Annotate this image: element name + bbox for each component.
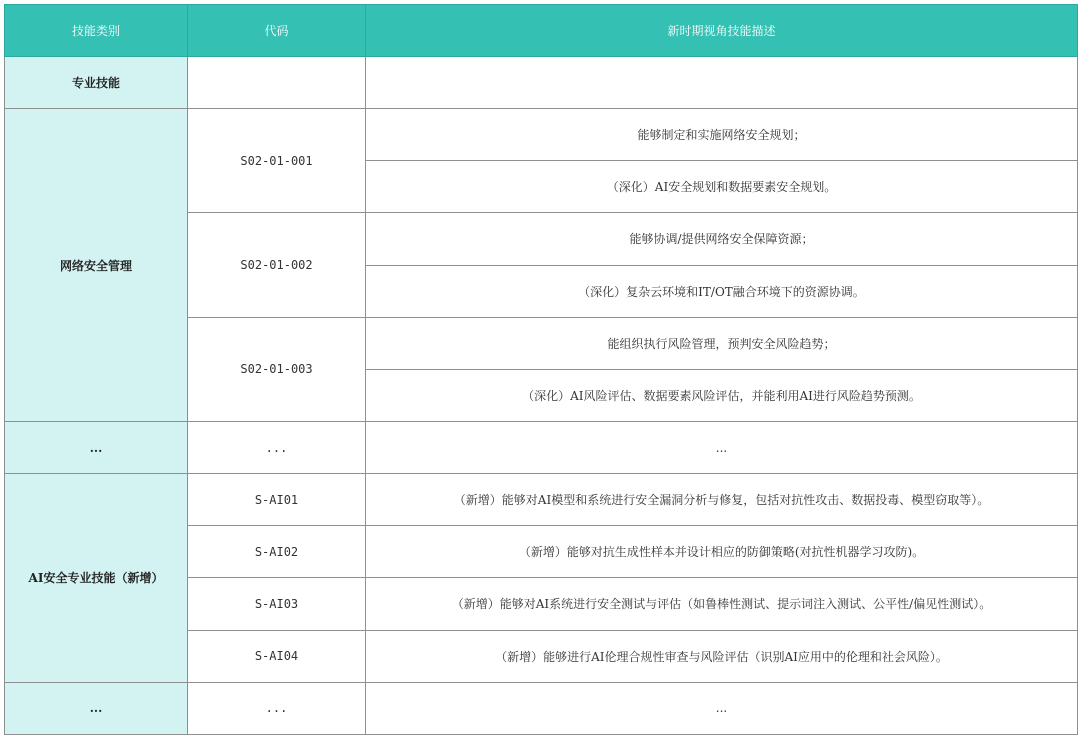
header-description: 新时期视角技能描述 bbox=[366, 5, 1078, 57]
description-cell: （新增）能够对AI模型和系统进行安全漏洞分析与修复，包括对抗性攻击、数据投毒、模型窃取等）。 bbox=[366, 474, 1078, 526]
description-cell bbox=[366, 57, 1078, 109]
category-cell: ... bbox=[5, 421, 188, 473]
description-cell: （新增）能够对抗生成性样本并设计相应的防御策略(对抗性机器学习攻防)。 bbox=[366, 526, 1078, 578]
category-cell: 专业技能 bbox=[5, 57, 188, 109]
description-cell: ... bbox=[366, 421, 1078, 473]
category-cell: AI安全专业技能（新增） bbox=[5, 474, 188, 683]
code-cell: S02-01-002 bbox=[188, 213, 366, 317]
header-category: 技能类别 bbox=[5, 5, 188, 57]
description-cell: 能够制定和实施网络安全规划； bbox=[366, 109, 1078, 161]
table-row bbox=[5, 474, 1078, 526]
category-cell: 网络安全管理 bbox=[5, 109, 188, 422]
code-cell: ... bbox=[188, 421, 366, 473]
description-cell: （新增）能够进行AI伦理合规性审查与风险评估（识别AI应用中的伦理和社会风险）。 bbox=[366, 630, 1078, 682]
code-cell: S-AI02 bbox=[188, 526, 366, 578]
description-cell: （深化）复杂云环境和IT/OT融合环境下的资源协调。 bbox=[366, 265, 1078, 317]
code-cell: S-AI01 bbox=[188, 474, 366, 526]
table-row bbox=[5, 421, 1078, 473]
description-cell: （新增）能够对AI系统进行安全测试与评估（如鲁棒性测试、提示词注入测试、公平性/偏见性测试）。 bbox=[366, 578, 1078, 630]
code-cell: ... bbox=[188, 682, 366, 734]
table-row bbox=[5, 109, 1078, 161]
description-cell: （深化）AI安全规划和数据要素安全规划。 bbox=[366, 161, 1078, 213]
code-cell: S02-01-003 bbox=[188, 317, 366, 421]
description-cell: 能够协调/提供网络安全保障资源； bbox=[366, 213, 1078, 265]
description-cell: （深化）AI风险评估、数据要素风险评估，并能利用AI进行风险趋势预测。 bbox=[366, 369, 1078, 421]
table-row bbox=[5, 682, 1078, 734]
description-cell: 能组织执行风险管理，预判安全风险趋势； bbox=[366, 317, 1078, 369]
header-row bbox=[5, 5, 1078, 57]
code-cell bbox=[188, 57, 366, 109]
code-cell: S02-01-001 bbox=[188, 109, 366, 213]
code-cell: S-AI04 bbox=[188, 630, 366, 682]
header-code: 代码 bbox=[188, 5, 366, 57]
skills-table bbox=[4, 4, 1078, 735]
description-cell: ... bbox=[366, 682, 1078, 734]
category-cell: ... bbox=[5, 682, 188, 734]
table-row bbox=[5, 57, 1078, 109]
code-cell: S-AI03 bbox=[188, 578, 366, 630]
